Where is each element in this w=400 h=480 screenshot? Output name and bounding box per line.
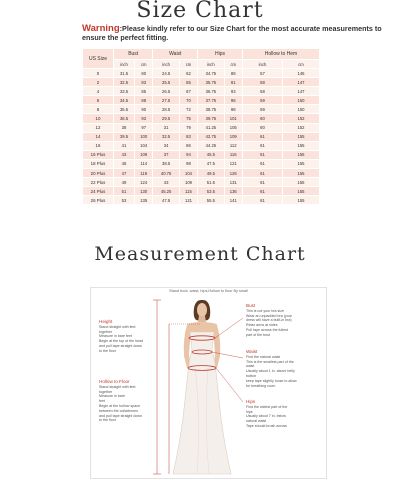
measure-cell: 155 — [283, 187, 320, 196]
measure-cell: 53.5 — [198, 187, 224, 196]
measure-cell: 147 — [283, 78, 320, 87]
measure-cell: 112 — [224, 141, 242, 150]
measure-cell: 147 — [283, 87, 320, 96]
measure-cell: 93 — [224, 87, 242, 96]
unit-cell: inch — [198, 60, 224, 69]
measure-cell: 121 — [179, 196, 197, 205]
measure-cell: 114 — [135, 159, 153, 168]
measure-cell: 45.25 — [153, 187, 179, 196]
measure-cell: 28.5 — [153, 105, 179, 114]
measure-cell: 61 — [242, 169, 282, 178]
measure-cell: 38.5 — [153, 159, 179, 168]
table-row — [83, 78, 320, 87]
table-row — [83, 132, 320, 141]
bust-heading: Bust — [246, 303, 256, 308]
measurement-chart-title: Measurement Chart — [94, 243, 306, 265]
measure-cell: 155 — [283, 169, 320, 178]
table-row — [83, 196, 320, 205]
measure-cell: 130 — [135, 187, 153, 196]
measure-cell: 65 — [179, 78, 197, 87]
measure-cell: 70 — [179, 96, 197, 105]
measure-cell: 145 — [283, 69, 320, 78]
measure-cell: 61 — [242, 132, 282, 141]
waist-instruction-line: button — [246, 373, 256, 378]
size-cell: 8 — [83, 105, 114, 114]
waist-instruction-line: keep tape slightly loose to allow — [246, 378, 297, 383]
hips-instruction-line: Usually about 7 in. below — [246, 414, 286, 419]
measure-cell: 38.75 — [198, 105, 224, 114]
measure-cell: 49.5 — [198, 169, 224, 178]
hollow-instruction-line: Stand straight with feet — [99, 384, 136, 389]
measure-cell: 47.5 — [198, 159, 224, 168]
bust-instruction-line: This is not your bra size — [246, 308, 284, 313]
measure-cell: 31 — [153, 123, 179, 132]
measure-cell: 26.5 — [153, 87, 179, 96]
measure-cell: 37.75 — [198, 96, 224, 105]
bust-instruction-line: Pull tape across the fullest — [246, 327, 288, 332]
measure-cell: 121 — [224, 159, 242, 168]
measure-cell: 72 — [179, 105, 197, 114]
measure-cell: 155 — [283, 132, 320, 141]
bust-pointer — [215, 318, 243, 338]
measure-cell: 101 — [224, 114, 242, 123]
size-cell: 18 Plus — [83, 159, 114, 168]
hips-heading: Hips — [246, 399, 256, 404]
hips-instruction-line: Tape should brush across — [246, 423, 287, 428]
table-row — [83, 141, 320, 150]
measure-cell: 94 — [179, 150, 197, 159]
measure-cell: 35.5 — [114, 105, 135, 114]
bust-instruction-line: part of the bust — [246, 332, 270, 337]
measure-cell: 150 — [283, 96, 320, 105]
measure-cell: 60 — [242, 123, 282, 132]
measure-cell: 98 — [179, 159, 197, 168]
measure-cell: 43 — [153, 178, 179, 187]
hollow-instruction-line: and pull tape straight down — [99, 413, 142, 418]
table-row — [83, 69, 320, 78]
height-instruction-line: Stand straight with feet — [99, 324, 136, 329]
measure-cell: 119 — [135, 169, 153, 178]
measure-cell: 155 — [283, 159, 320, 168]
height-heading: Height — [99, 319, 113, 324]
measure-cell: 91 — [224, 78, 242, 87]
hollow-instruction-line: Measure in bare — [99, 394, 125, 399]
measure-cell: 155 — [283, 178, 320, 187]
measure-cell: 42.75 — [198, 132, 224, 141]
measure-cell: 39.75 — [198, 114, 224, 123]
measure-cell: 88 — [224, 69, 242, 78]
table-header-row — [83, 49, 320, 60]
measure-cell: 58 — [242, 78, 282, 87]
bust-instruction-line: dress will have a built-in bra) — [246, 318, 292, 323]
waist-instruction-line: for breathing room — [246, 383, 276, 388]
measure-cell: 40.75 — [153, 169, 179, 178]
table-row — [83, 87, 320, 96]
measure-cell: 39.5 — [114, 132, 135, 141]
measure-cell: 62 — [179, 69, 197, 78]
table-row — [83, 123, 320, 132]
neck-shape — [198, 316, 206, 322]
measure-cell: 97 — [135, 123, 153, 132]
size-table — [82, 48, 320, 205]
measure-cell: 61 — [242, 196, 282, 205]
header-bust: Bust — [114, 49, 153, 60]
size-cell: 22 Plus — [83, 178, 114, 187]
height-instruction-line: together — [99, 329, 113, 334]
header-waist: Waist — [153, 49, 198, 60]
size-cell: 16 Plus — [83, 150, 114, 159]
measure-cell: 33.5 — [114, 87, 135, 96]
measure-cell: 67 — [179, 87, 197, 96]
unit-cell: inch — [242, 60, 282, 69]
measure-cell: 34.75 — [198, 69, 224, 78]
hollow-instruction-line: Begin at the hollow space — [99, 403, 140, 408]
size-cell: 6 — [83, 96, 114, 105]
measure-cell: 35.75 — [198, 78, 224, 87]
shoulders-shape — [187, 322, 217, 332]
face-shape — [197, 303, 207, 317]
measure-cell: 83 — [135, 78, 153, 87]
measure-cell: 41 — [114, 141, 135, 150]
measure-cell: 57 — [242, 69, 282, 78]
measure-cell: 53 — [114, 196, 135, 205]
measure-cell: 38 — [114, 123, 135, 132]
measure-note: Stand boot, waist, hips,Hollow to floor By small — [169, 289, 248, 293]
measure-cell: 79 — [179, 123, 197, 132]
measure-cell: 61 — [242, 141, 282, 150]
measure-cell: 44.25 — [198, 141, 224, 150]
measure-cell: 47.5 — [153, 196, 179, 205]
size-cell: 24 Plus — [83, 187, 114, 196]
measure-cell: 109 — [179, 178, 197, 187]
measure-cell: 115 — [179, 187, 197, 196]
height-instruction-line: and pull tape straight down — [99, 343, 142, 348]
measure-cell: 93 — [135, 114, 153, 123]
hollow-instruction-line: together — [99, 389, 113, 394]
unit-cell: cm — [283, 60, 320, 69]
measure-cell: 32.5 — [114, 78, 135, 87]
waist-instructions — [246, 350, 297, 388]
measure-cell: 109 — [135, 150, 153, 159]
hollow-instruction-line: feet — [99, 399, 105, 404]
measure-cell: 27.5 — [153, 96, 179, 105]
warning-text: :Please kindly refer to our Size Chart for the most accurate measurements to ensure the perfect fitting. — [82, 24, 382, 42]
measure-cell: 34 — [153, 141, 179, 150]
height-instruction-line: to the floor — [99, 348, 116, 353]
waist-instruction-line: This is the smallest part of the — [246, 359, 294, 364]
hips-instruction-line: Find the widest part of the — [246, 404, 288, 409]
bust-instruction-line: Relax arms at sides — [246, 323, 278, 328]
measure-cell: 51.5 — [198, 178, 224, 187]
dress-shape — [173, 332, 231, 474]
measure-cell: 150 — [283, 105, 320, 114]
measure-cell: 135 — [135, 196, 153, 205]
unit-cell: inch — [114, 60, 135, 69]
measure-cell: 124 — [135, 178, 153, 187]
table-row — [83, 178, 320, 187]
height-instruction-line: Measure in bare feet — [99, 334, 132, 339]
header-hips: Hips — [198, 49, 243, 60]
measure-cell: 41.25 — [198, 123, 224, 132]
table-row — [83, 169, 320, 178]
measure-cell: 34.5 — [114, 96, 135, 105]
size-cell: 0 — [83, 69, 114, 78]
measure-cell: 152 — [283, 114, 320, 123]
measure-cell: 59 — [242, 105, 282, 114]
measure-cell: 24.5 — [153, 69, 179, 78]
hips-lines — [246, 405, 287, 429]
measurement-illustration — [90, 287, 327, 479]
measure-cell: 43 — [114, 150, 135, 159]
measure-cell: 60 — [242, 114, 282, 123]
measure-cell: 61 — [242, 178, 282, 187]
height-instructions — [99, 320, 143, 354]
measure-cell: 45 — [114, 159, 135, 168]
measure-cell: 61 — [242, 159, 282, 168]
warning-label: Warning — [82, 23, 120, 34]
measure-cell: 29.5 — [153, 114, 179, 123]
measure-cell: 109 — [224, 132, 242, 141]
measure-cell: 75 — [179, 114, 197, 123]
waist-instruction-line: Usually about 1 in. above belly — [246, 369, 295, 374]
measure-cell: 49 — [114, 178, 135, 187]
table-row — [83, 150, 320, 159]
measure-cell: 126 — [224, 169, 242, 178]
measure-cell: 155 — [283, 196, 320, 205]
measure-cell: 104 — [135, 141, 153, 150]
table-row — [83, 114, 320, 123]
size-cell: 2 — [83, 78, 114, 87]
bust-instructions — [246, 304, 292, 338]
warning-note — [82, 24, 382, 42]
hollow-instructions — [99, 380, 142, 423]
height-instruction-line: Begin at the top of the head — [99, 339, 144, 344]
measure-cell: 105 — [224, 123, 242, 132]
hips-instructions — [246, 400, 287, 429]
bust-lines — [246, 309, 292, 338]
hips-pointer — [216, 368, 243, 402]
measure-cell: 58 — [242, 87, 282, 96]
measure-cell: 131 — [224, 178, 242, 187]
waist-instruction-line: waist — [246, 364, 255, 369]
measure-cell: 80 — [135, 69, 153, 78]
table-row — [83, 159, 320, 168]
measure-cell: 55.5 — [198, 196, 224, 205]
measure-cell: 31.5 — [114, 69, 135, 78]
measure-cell: 37 — [153, 150, 179, 159]
hollow-lines — [99, 385, 142, 423]
measure-cell: 85 — [135, 87, 153, 96]
measure-cell: 116 — [224, 150, 242, 159]
unit-cell: cm — [135, 60, 153, 69]
header-hollow-to-hem: Hollow to Hem — [242, 49, 319, 60]
hollow-instruction-line: to the floor — [99, 418, 116, 423]
measure-cell: 61 — [242, 187, 282, 196]
height-lines — [99, 325, 143, 354]
table-row — [83, 105, 320, 114]
waist-lines — [246, 355, 297, 389]
measure-cell: 90 — [135, 105, 153, 114]
measure-cell: 155 — [283, 141, 320, 150]
header-us-size: US Size — [83, 49, 114, 69]
size-cell: 14 — [83, 132, 114, 141]
size-cell: 12 — [83, 123, 114, 132]
size-cell: 10 — [83, 114, 114, 123]
size-cell: 16 — [83, 141, 114, 150]
measure-cell: 59 — [242, 96, 282, 105]
size-cell: 4 — [83, 87, 114, 96]
measure-cell: 155 — [283, 150, 320, 159]
unit-cell: cm — [179, 60, 197, 69]
unit-cell: cm — [224, 60, 242, 69]
measure-cell: 61 — [242, 150, 282, 159]
hips-instruction-line: hips — [246, 409, 253, 414]
size-chart-title: Size Chart — [136, 0, 264, 23]
units-row — [83, 60, 320, 69]
hollow-instruction-line: between the collarbones — [99, 408, 138, 413]
table-row — [83, 96, 320, 105]
measure-cell: 36.5 — [114, 114, 135, 123]
measure-cell: 100 — [135, 132, 153, 141]
table-row — [83, 187, 320, 196]
measure-cell: 36.75 — [198, 87, 224, 96]
measure-cell: 83 — [179, 132, 197, 141]
measure-cell: 32.5 — [153, 132, 179, 141]
waist-heading: Waist — [246, 349, 258, 354]
measure-cell: 141 — [224, 196, 242, 205]
measure-cell: 88 — [135, 96, 153, 105]
measure-cell: 104 — [179, 169, 197, 178]
measure-cell: 86 — [179, 141, 197, 150]
size-cell: 26 Plus — [83, 196, 114, 205]
waist-instruction-line: Find the natural waist — [246, 354, 281, 359]
size-cell: 20 Plus — [83, 169, 114, 178]
measure-cell: 25.5 — [153, 78, 179, 87]
measure-cell: 47 — [114, 169, 135, 178]
measure-cell: 98 — [224, 105, 242, 114]
hollow-heading: Hollow to Floor — [99, 379, 130, 384]
measure-cell: 136 — [224, 187, 242, 196]
bust-instruction-line: Wear an unpadded bra (your — [246, 313, 292, 318]
measure-cell: 51 — [114, 187, 135, 196]
measure-cell: 96 — [224, 96, 242, 105]
unit-cell: inch — [153, 60, 179, 69]
measure-cell: 45.5 — [198, 150, 224, 159]
measure-cell: 152 — [283, 123, 320, 132]
hips-instruction-line: natural waist — [246, 419, 267, 424]
